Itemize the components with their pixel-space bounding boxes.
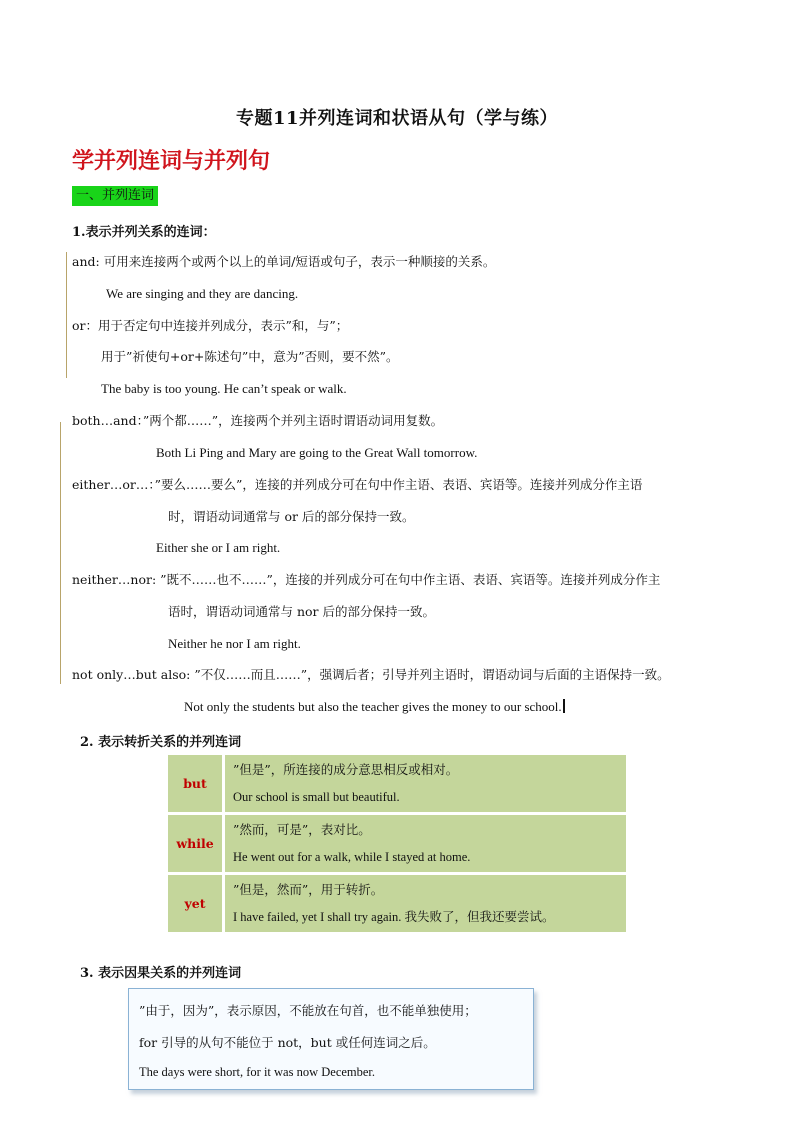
row-description: ”但是，然而”，用于转折。 bbox=[233, 882, 384, 897]
keyword-cell: while bbox=[168, 815, 225, 872]
contrast-conjunctions-table bbox=[168, 752, 626, 935]
part3-heading: 3. 表示因果关系的并列连词 bbox=[80, 966, 242, 981]
bracket-left-2 bbox=[60, 422, 61, 684]
or-definition-2: 用于”祈使句+or+陈述句”中，意为”否则，要不然”。 bbox=[101, 349, 399, 364]
either-definition: either…or…：”要么……要么”，连接的并列成分可在句中作主语、表语、宾语等。连接并列成分作主语 bbox=[72, 477, 643, 492]
and-example: We are singing and they are dancing. bbox=[106, 286, 299, 301]
neither-definition-2: 语时，谓语动词通常与 nor 后的部分保持一致。 bbox=[168, 604, 435, 619]
and-definition: and: 可用来连接两个或两个以上的单词/短语或句子，表示一种顺接的关系。 bbox=[72, 254, 496, 269]
bracket-left-1 bbox=[66, 252, 67, 378]
either-definition-2: 时，谓语动词通常与 or 后的部分保持一致。 bbox=[168, 509, 415, 524]
page-title: 专题11并列连词和状语从句（学与练） bbox=[235, 108, 559, 129]
row-example: Our school is small but beautiful. bbox=[233, 790, 400, 804]
description-cell bbox=[225, 755, 626, 812]
for-line-2: for 引导的从句不能位于 not，but 或任何连词之后。 bbox=[139, 1035, 436, 1050]
notonly-example-row bbox=[184, 699, 565, 715]
neither-example: Neither he nor I am right. bbox=[168, 636, 301, 651]
for-line-1: ”由于，因为”，表示原因，不能放在句首，也不能单独使用； bbox=[139, 1003, 477, 1018]
or-example: The baby is too young. He can’t speak or walk. bbox=[101, 381, 347, 396]
text-cursor bbox=[563, 699, 565, 713]
both-example: Both Li Ping and Mary are going to the Great Wall tomorrow. bbox=[156, 445, 478, 460]
table-row bbox=[168, 755, 626, 812]
description-cell bbox=[225, 875, 626, 932]
for-example: The days were short, for it was now December. bbox=[139, 1065, 376, 1079]
either-example: Either she or I am right. bbox=[156, 540, 281, 555]
highlight-label-conjunctions: 一、并列连词 bbox=[72, 186, 158, 206]
or-definition: or：用于否定句中连接并列成分，表示”和，与”； bbox=[72, 318, 349, 333]
keyword-cell: yet bbox=[168, 875, 225, 932]
part2-heading: 2. 表示转折关系的并列连词 bbox=[80, 735, 242, 750]
both-definition: both…and：”两个都……”，连接两个并列主语时谓语动词用复数。 bbox=[72, 413, 444, 428]
description-cell bbox=[225, 815, 626, 872]
neither-definition: neither…nor: ”既不……也不……”，连接的并列成分可在句中作主语、表语、宾语等。连接并列成分作主 bbox=[72, 572, 661, 587]
part1-heading: 1.表示并列关系的连词： bbox=[72, 225, 216, 240]
notonly-definition: not only…but also: ”不仅……而且……”，强调后者；引导并列主语时，谓语动词与后面的主语保持一致。 bbox=[72, 667, 670, 682]
row-example: He went out for a walk, while I stayed at home. bbox=[233, 850, 471, 864]
keyword-cell: but bbox=[168, 755, 225, 812]
notonly-example: Not only the students but also the teacher gives the money to our school. bbox=[184, 699, 562, 714]
table-row bbox=[168, 815, 626, 872]
section-title: 学并列连词与并列句 bbox=[72, 149, 271, 174]
row-example: I have failed, yet I shall try again. 我失败了，但我还要尝试。 bbox=[233, 910, 555, 924]
row-description: ”然而，可是”，表对比。 bbox=[233, 822, 371, 837]
table-row bbox=[168, 875, 626, 932]
row-description: ”但是”，所连接的成分意思相反或相对。 bbox=[233, 762, 459, 777]
for-conjunction-box bbox=[128, 988, 534, 1090]
